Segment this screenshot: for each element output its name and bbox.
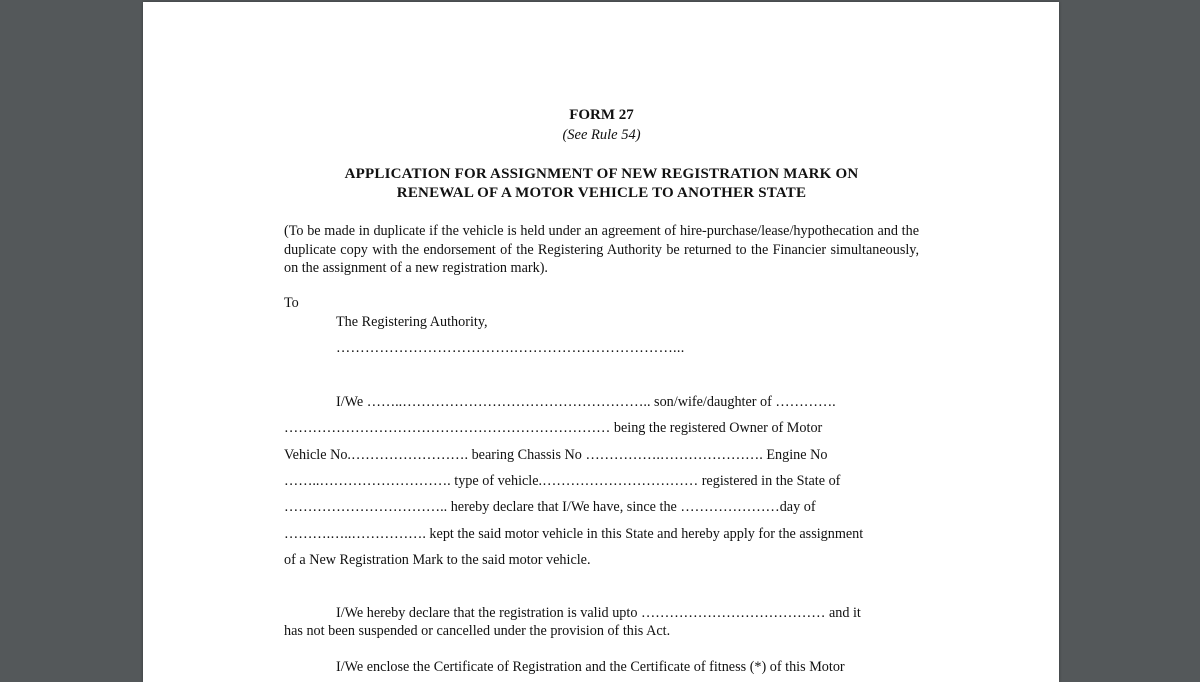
declaration-line-2: has not been suspended or cancelled under the provision of this Act. <box>284 623 671 639</box>
form-number: FORM 27 <box>569 107 634 123</box>
body-line-5: …………………………….. hereby declare that I/We have, since the …………………day of <box>284 499 816 515</box>
body-line-4: ……..………………………. type of vehicle.…………………………… registered in the State of <box>284 473 841 489</box>
duplicate-note: (To be made in duplicate if the vehicle is held under an agreement of hire-purchase/lease/hypothecation and the duplicate copy with the endorsement of the Registering Authority be returned to the Financier simultaneously, on the assignment of a new registration mark). <box>284 223 919 276</box>
body-line-6: ……….…..……………. kept the said motor vehicle in this State and hereby apply for the assignment <box>284 526 864 542</box>
form-rule: (See Rule 54) <box>562 127 641 143</box>
addressee-to: To <box>284 295 299 311</box>
form-title <box>284 165 919 203</box>
form-title-line-2: RENEWAL OF A MOTOR VEHICLE TO ANOTHER STATE <box>396 185 807 201</box>
document-page <box>143 2 1059 682</box>
body-line-2: …………………………………………………………… being the registered Owner of Motor <box>284 420 823 436</box>
body-line-1: I/We ……..…………………………………………….. son/wife/daughter of …………. <box>336 394 836 410</box>
addressee-authority: The Registering Authority, <box>336 314 488 330</box>
body-line-7: of a New Registration Mark to the said motor vehicle. <box>284 552 591 568</box>
body-line-3: Vehicle No.……………………. bearing Chassis No …………….…………………. Engine No <box>284 447 828 463</box>
form-title-line-1: APPLICATION FOR ASSIGNMENT OF NEW REGISTRATION MARK ON <box>344 166 859 182</box>
declaration-line-1: I/We hereby declare that the registration is valid upto ………………………………… and it <box>336 605 861 621</box>
authority-blank: ……………………………….……………………………... <box>336 340 685 356</box>
enclose-line-1: I/We enclose the Certificate of Registration and the Certificate of fitness (*) of this Motor <box>336 659 845 675</box>
